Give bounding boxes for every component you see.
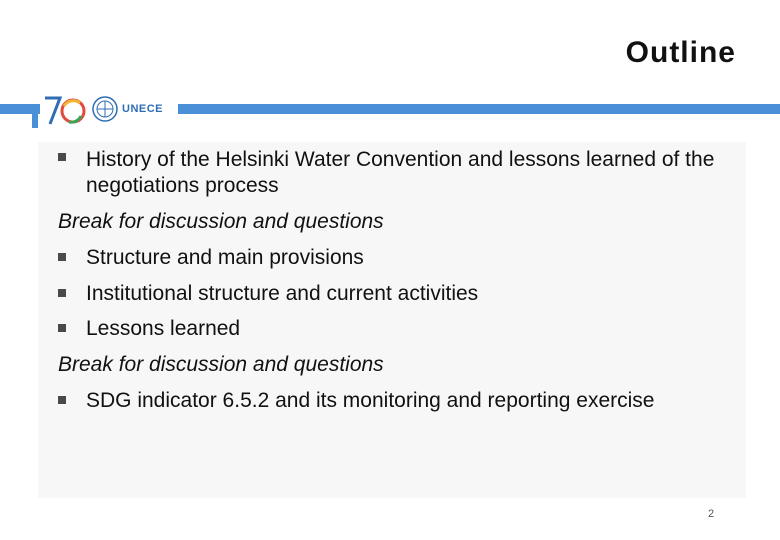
outline-bullet: Institutional structure and current activities (86, 282, 479, 305)
outline-bullet: History of the Helsinki Water Convention and lessons learned of the negotiations process (86, 148, 715, 197)
outline-bullet: SDG indicator 6.5.2 and its monitoring and reporting exercise (86, 389, 655, 412)
un-emblem-icon (92, 96, 118, 122)
bullet-marker (58, 324, 66, 332)
anniversary-70-logo-icon (42, 94, 86, 130)
outline-bullet: Lessons learned (86, 317, 241, 340)
outline-bullet: Structure and main provisions (86, 246, 364, 269)
bullet-marker (58, 153, 66, 161)
bullet-marker (58, 396, 66, 404)
bullet-marker (58, 289, 66, 297)
header-accent-bar-right (178, 104, 780, 114)
unece-wordmark: UNECE (122, 103, 164, 115)
slide-title: Outline (625, 36, 736, 69)
bullet-marker (58, 253, 66, 261)
unece-logo-group (42, 92, 182, 132)
outline-break: Break for discussion and questions (58, 210, 384, 233)
outline-break: Break for discussion and questions (58, 353, 384, 376)
header-accent-vertical (32, 104, 38, 128)
page-number: 2 (708, 508, 715, 520)
